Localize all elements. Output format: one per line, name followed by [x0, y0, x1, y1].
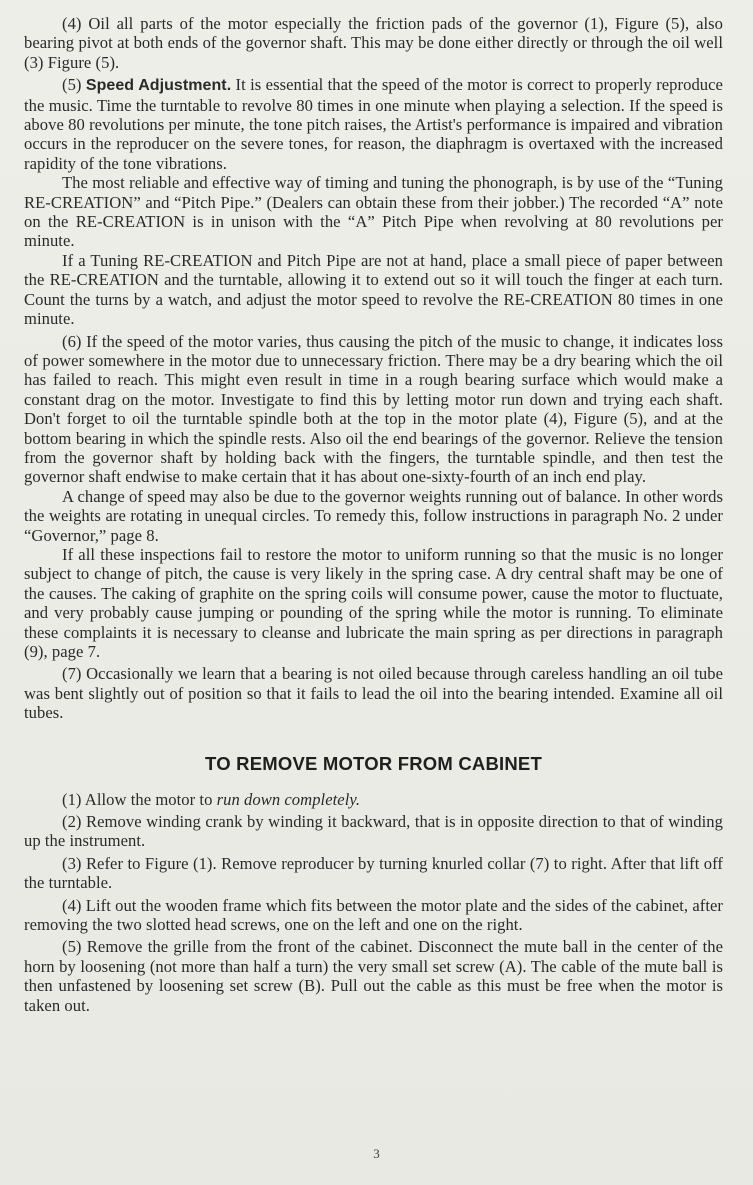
section-heading: TO REMOVE MOTOR FROM CABINET [205, 752, 542, 774]
step-5: (5) Remove the grille from the front of the cabinet. Disconnect the mute ball in the center of the horn by loosening (not more than half a turn) the very small set screw (A). The cable of the mute ball is then unfastened by loosening set screw (B). Pull out the cable as this must be free when the motor is taken out. [24, 937, 723, 1015]
paragraph-spring-case: If all these inspections fail to restore the motor to uniform running so that the music is no longer subject to change of pitch, the cause is very likely in the spring case. A dry central shaft may be one of the causes. The caking of graphite on the spring coils will consume power, cause the motor to fluctuate, and very probably cause jumping or pounding of the spring while the motor is running. To eliminate these complaints it is necessary to cleanse and lubricate the main spring as per directions in paragraph (9), page 7. [24, 544, 723, 661]
paragraph-timing-tuning: The most reliable and effective way of timing and tuning the phonograph, is by use of the “Tuning RE-CREATION” and “Pitch Pipe.” (Dealers can obtain these from their jobber.) The recorded “A” note on the RE-CREATION is in unison with the “A” Pitch Pipe when revolving at 80 revolutions per minute. [24, 173, 723, 251]
step-4: (4) Lift out the wooden frame which fits between the motor plate and the sides of the cabinet, after removing the two slotted head screws, one on the left and one on the right. [24, 895, 723, 935]
paragraph-governor-balance: A change of speed may also be due to the governor weights running out of balance. In other words the weights are rotating in unequal circles. To remedy this, follow instructions in paragraph No. 2 under “Governor,” page 8. [24, 486, 723, 545]
paragraph-speed-varies: (6) If the speed of the motor varies, thus causing the pitch of the music to change, it indicates loss of power somewhere in the motor due to unnecessary friction. There may be a dry bearing which the oil has failed to reach. This might even result in time in a rough bearing surface which would make a constant drag on the motor. Investigate to find this by letting motor run down and trying each shaft. Don't forget to oil the turntable spindle both at the top in the motor plate (4), Figure (5), and at the bottom bearing in which the spindle rests. Also oil the end bearings of the governor. Relieve the tension from the governor shaft by holding back with the fingers, the turntable spindle, and then test the governor shaft endwise to make certain that it has about one-sixty-fourth of an inch end play. [24, 331, 723, 487]
paragraph-oil-tubes: (7) Occasionally we learn that a bearing is not oiled because through careless handling an oil tube was bent slightly out of position so that it fails to lead the oil into the bearing intended. Examine all oil tubes. [24, 664, 723, 723]
paragraph-speed-adjustment [24, 75, 723, 173]
paragraph-oil-governor: (4) Oil all parts of the motor especially the friction pads of the governor (1), Figure (5), also bearing pivot at both ends of the governor shaft. This may be done either directly or through the oil well (3) Figure (5). [24, 14, 723, 72]
speed-number: (5) [62, 75, 86, 95]
step-3: (3) Refer to Figure (1). Remove reproducer by turning knurled collar (7) to right. After that lift off the turntable. [24, 853, 723, 893]
paragraph-paper-method: If a Tuning RE-CREATION and Pitch Pipe are not at hand, place a small piece of paper between the RE-CREATION and the turntable, allowing it to extend out so it will touch the finger at each turn. Count the turns by a watch, and adjust the motor speed to revolve the RE-CREATION 80 times in one minute. [24, 250, 723, 329]
step-1 [24, 790, 723, 809]
step-1-text: (1) Allow the motor to [62, 789, 217, 809]
page-number: 3 [373, 1146, 380, 1161]
speed-adjustment-text: It is essential that the speed of the motor is correct to properly reproduce the music. Time the turntable to revolve 80 times in one minute when playing a selection. If the speed is above 80 revolutions per minute, the tone pitch raises, the Artist's performance is impaired and vibration occurs in the reproducer on the severe tones, for reason, the diaphragm is overtaxed with the increased rapidity of the tone vibrations. [24, 75, 723, 173]
speed-adjustment-title: Speed Adjustment. [85, 77, 232, 95]
step-1-italic: run down completely. [216, 789, 361, 809]
step-2: (2) Remove winding crank by winding it backward, that is in opposite direction to that of winding up the instrument. [24, 812, 723, 851]
